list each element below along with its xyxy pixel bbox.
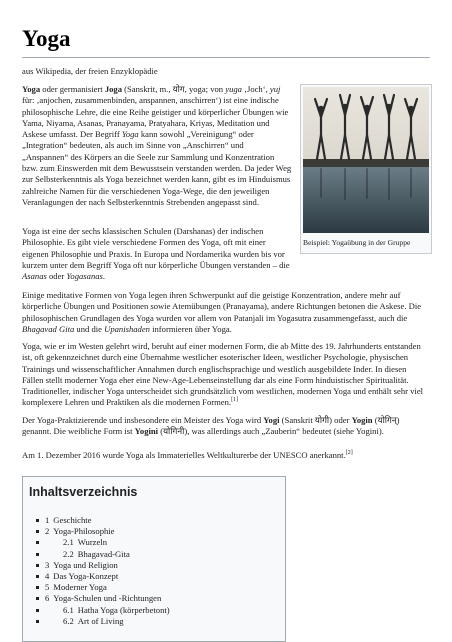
toc-item-label[interactable]: Wurzeln bbox=[77, 537, 107, 548]
text-span: ‚Joch‘, bbox=[241, 84, 270, 94]
term-yoga: Yoga bbox=[22, 84, 41, 94]
body-paragraph-3 bbox=[22, 415, 430, 438]
toc-item-number: 1 bbox=[45, 515, 50, 525]
title-divider bbox=[22, 57, 430, 58]
footnote-ref-1[interactable]: [1] bbox=[231, 397, 239, 404]
footnote-ref-2[interactable]: [2] bbox=[345, 450, 353, 457]
toc-subitem[interactable] bbox=[45, 616, 170, 627]
term-yogin: Yogin bbox=[351, 415, 373, 425]
toc-item-label[interactable]: Yoga und Religion bbox=[53, 559, 118, 570]
text-span: für: ‚anjochen, zusammenbinden, anspannen, anschirren‘) ist eine indische philosophische Lehre, die eine Reihe geistiger und körperlicher Übungen wie Yama, Niyama, Asanas, Pranayama, Pratyahara, Kriyas, Meditation und Askese umfasst. Der Begriff bbox=[22, 95, 289, 140]
body-paragraph-4 bbox=[22, 450, 430, 461]
toc-item-number: 6 bbox=[45, 593, 50, 604]
toc-subitem[interactable] bbox=[45, 537, 170, 548]
toc-item[interactable] bbox=[45, 515, 170, 526]
toc-item-label[interactable]: Bhagavad-Gita bbox=[77, 548, 130, 559]
text-span: und die bbox=[74, 323, 105, 334]
page-title: Yoga bbox=[22, 26, 71, 51]
text-span: Am 1. Dezember 2016 wurde Yoga als Immaterielles Weltkulturerbe der UNESCO anerkannt. bbox=[22, 450, 346, 460]
yoga-group-photo[interactable] bbox=[303, 87, 429, 233]
term-yogasanas: Yogasanas bbox=[66, 271, 103, 282]
toc-item[interactable] bbox=[45, 571, 170, 582]
toc-item-number: 2 bbox=[45, 526, 50, 537]
figure-thumbnail[interactable] bbox=[300, 84, 432, 254]
toc-item-label[interactable]: Geschichte bbox=[53, 515, 92, 525]
term-yuga: yuga bbox=[225, 84, 242, 94]
body-paragraph-1 bbox=[22, 290, 430, 335]
page-subtitle: aus Wikipedia, der freien Enzyklopädie bbox=[22, 66, 158, 76]
toc-item-label[interactable]: Hatha Yoga (körperbetont) bbox=[77, 604, 170, 615]
text-span: Der Yoga-Praktizierende und insbesondere ein Meister des Yoga wird bbox=[22, 415, 264, 425]
toc-item-number: 6.1 bbox=[63, 604, 74, 615]
term-upanishaden: Upanishaden bbox=[104, 323, 150, 334]
intro-paragraph-2 bbox=[22, 226, 292, 282]
text-span: informieren über Yoga. bbox=[149, 323, 232, 334]
toc-title: Inhaltsverzeichnis bbox=[29, 485, 138, 499]
text-span: (योगिन्) genannt. Die weibliche Form ist bbox=[22, 415, 400, 437]
intro-paragraph-1 bbox=[22, 84, 292, 208]
toc-subitem[interactable] bbox=[45, 549, 170, 560]
text-span: oder germanisiert bbox=[40, 84, 105, 94]
toc-item-label[interactable]: Art of Living bbox=[77, 615, 124, 626]
text-span: oder bbox=[46, 271, 67, 282]
toc-item-number: 2.2 bbox=[63, 548, 74, 559]
text-span: (योगिनी), was allerdings auch „Zauberin“ bedeutet (siehe Yogini). bbox=[158, 426, 384, 437]
toc-item-number: 3 bbox=[45, 559, 50, 570]
term-asanas: Asanas bbox=[22, 271, 47, 282]
toc-item-number: 4 bbox=[45, 571, 50, 582]
term-joga: Joga bbox=[104, 84, 123, 94]
term-yogini: Yogini bbox=[134, 426, 159, 437]
text-span: . bbox=[102, 271, 106, 282]
toc-item-number: 6.2 bbox=[63, 615, 74, 626]
text-span: Einige meditative Formen von Yoga legen ihren Schwerpunkt auf die geistige Konzentration, andere mehr auf körperliche Übungen und Positionen sowie Atemübungen (Pranayama), andere Richtungen betonen die Askese. Die philosophischen Grundlagen des Yoga wurden vor allem von Patanjali im Yogasutra zusammengefasst, auch die bbox=[22, 290, 422, 323]
toc-item[interactable] bbox=[45, 526, 170, 537]
toc-item-label[interactable]: Moderner Yoga bbox=[53, 582, 107, 593]
toc-item-label[interactable]: Yoga-Schulen und -Richtungen bbox=[53, 593, 162, 604]
figure-caption: Beispiel: Yogaübung in der Gruppe bbox=[303, 238, 411, 247]
toc-subitem[interactable] bbox=[45, 605, 170, 616]
toc-item-number: 5 bbox=[45, 582, 50, 593]
term-yoga-italic: Yoga bbox=[121, 129, 139, 140]
toc-item[interactable] bbox=[45, 593, 170, 604]
text-span: kann sowohl „Vereinigung“ oder „Integration“ bedeuten, als auch im Sinne von „Anschirren“ und „Anspannen“ des Körpers an die Seele zur Sammlung und Konzentration bzw. zum Einswerden mit dem Bewusstsein verstanden werden. Da jeder Weg zur Selbsterkenntnis als Yoga bezeichnet werden kann, gibt es im Hinduismus zahlreiche Namen für die verschiedenen Yoga-Wege, die den jeweiligen Veranlagungen der nach Selbsterkenntnis Strebenden angepasst sind. bbox=[22, 129, 292, 207]
term-yogi: Yogi bbox=[263, 415, 280, 425]
body-paragraph-2 bbox=[22, 341, 430, 409]
term-bhagavad-gita: Bhagavad Gita bbox=[22, 323, 75, 334]
term-yuj: yuj bbox=[269, 84, 281, 94]
toc-item-number: 2.1 bbox=[63, 537, 74, 548]
toc-item-label[interactable]: Das Yoga-Konzept bbox=[53, 571, 119, 582]
toc-item[interactable] bbox=[45, 560, 170, 571]
text-span: Yoga ist eine der sechs klassischen Schulen (Darshanas) der indischen Philosophie. Es gibt viele verschiedene Formen des Yoga, oft mit einer eigenen Philosophie und Praxis. In Europa und Nordamerika wurden bis vor kurzem unter dem Begriff Yoga oft nur körperliche Übungen verstanden – die bbox=[22, 226, 290, 270]
text-span: Yoga, wie er im Westen gelehrt wird, beruht auf einer modernen Form, die ab Mitte des 19. Jahrhunderts entstanden ist, oft gekennzeichnet durch eine Übernahme westlicher esoterischer Ideen, westlicher Psychologie, physischen Trainings und wissenschaftlicher Annahmen durch englischsprachige und westlich ausgebildete Inder. In diesen Fällen stellt moderner Yoga eher eine New-Age-Lebenseinstellung dar als eine Form hinduistischer Spiritualität. Traditioneller, indischer Yoga unterscheidet sich grundsätzlich vom westlichen, modernen Yoga und enthält sehr viel komplexere Lehren und Praktiken als die modernen Formen. bbox=[22, 341, 424, 408]
toc-item-label[interactable]: Yoga-Philosophie bbox=[53, 526, 115, 537]
text-span: (Sanskrit योगी) oder bbox=[279, 415, 352, 425]
toc-list bbox=[45, 515, 170, 627]
text-span: (Sanskrit, m., योग, yoga; von bbox=[122, 84, 226, 94]
table-of-contents bbox=[22, 476, 286, 642]
toc-item[interactable] bbox=[45, 582, 170, 593]
